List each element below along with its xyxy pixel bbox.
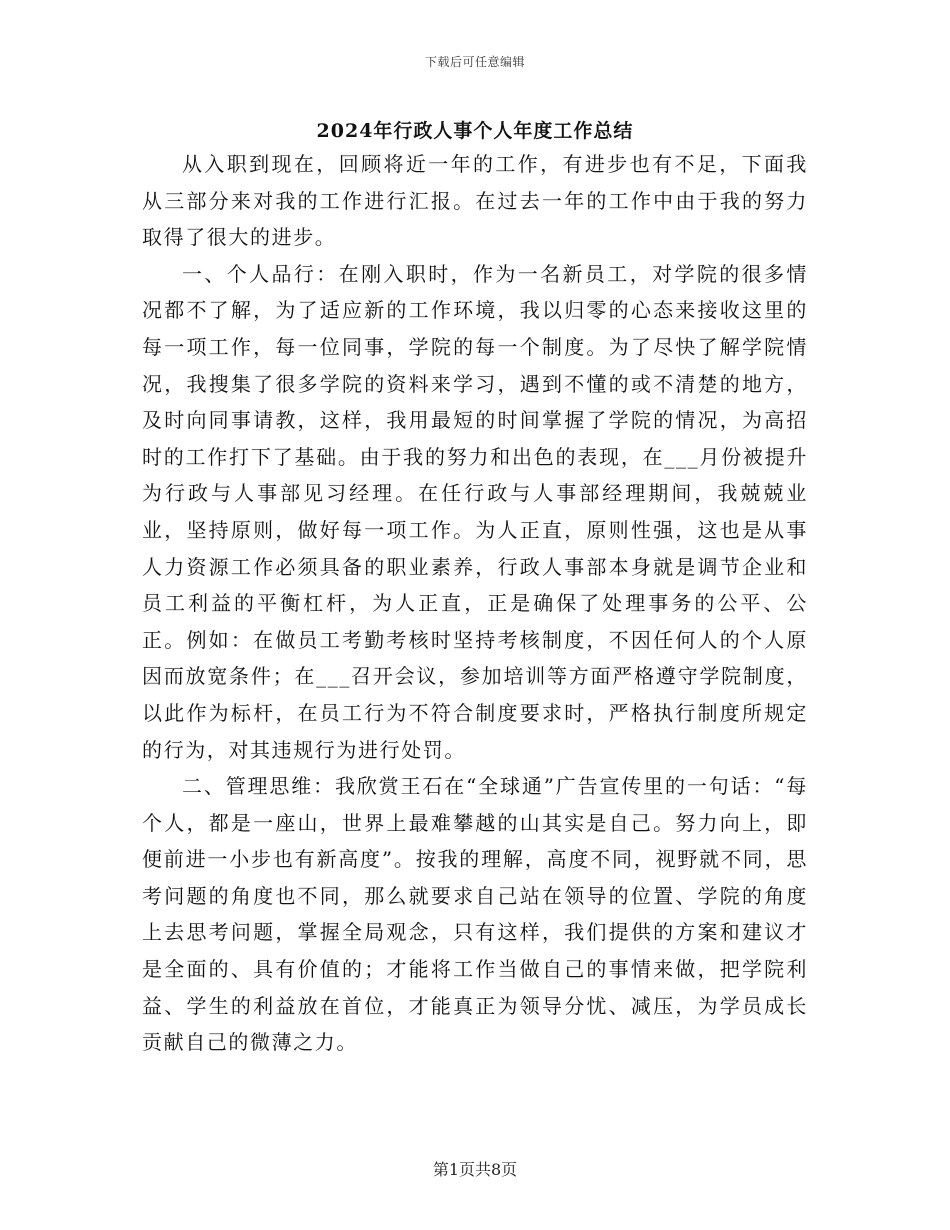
page-number: 第1页共8页	[432, 1160, 518, 1179]
document-body	[142, 146, 808, 1061]
document-title: 2024年行政人事个人年度工作总结	[316, 120, 634, 142]
header-note: 下载后可任意编辑	[424, 55, 525, 69]
paragraph-personal-conduct: 一、个人品行：在刚入职时，作为一名新员工，对学院的很多情况都不了解，为了适应新的工作环境，我以归零的心态来接收这里的每一项工作，每一位同事，学院的每一个制度。为了尽快了解学院情况，我搜集了很多学院的资料来学习，遇到不懂的或不清楚的地方，及时向同事请教，这样，我用最短的时间掌握了学院的情况，为高招时的工作打下了基础。由于我的努力和出色的表现，在___月份被提升为行政与人事部见习经理。在任行政与人事部经理期间，我兢兢业业，坚持原则，做好每一项工作。为人正直，原则性强，这也是从事人力资源工作必须具备的职业素养，行政人事部本身就是调节企业和员工利益的平衡杠杆，为人正直，正是确保了处理事务的公平、公正。例如：在做员工考勤考核时坚持考核制度，不因任何人的个人原因而放宽条件；在___召开会议，参加培训等方面严格遵守学院制度，以此作为标杆，在员工行为不符合制度要求时，严格执行制度所规定的行为，对其违规行为进行处罚。	[142, 261, 808, 762]
paragraph-management-thinking: 二、管理思维：我欣赏王石在“全球通”广告宣传里的一句话：“每个人，都是一座山，世界上最难攀越的山其实是自己。努力向上，即便前进一小步也有新高度”。按我的理解，高度不同，视野就不同，思考问题的角度也不同，那么就要求自己站在领导的位置、学院的角度上去思考问题，掌握全局观念，只有这样，我们提供的方案和建议才是全面的、具有价值的；才能将工作当做自己的事情来做，把学院利益、学生的利益放在首位，才能真正为领导分忧、减压，为学员成长贡献自己的微薄之力。	[142, 774, 808, 1055]
paragraph-intro: 从入职到现在，回顾将近一年的工作，有进步也有不足，下面我从三部分来对我的工作进行汇报。在过去一年的工作中由于我的努力取得了很大的进步。	[142, 152, 808, 250]
